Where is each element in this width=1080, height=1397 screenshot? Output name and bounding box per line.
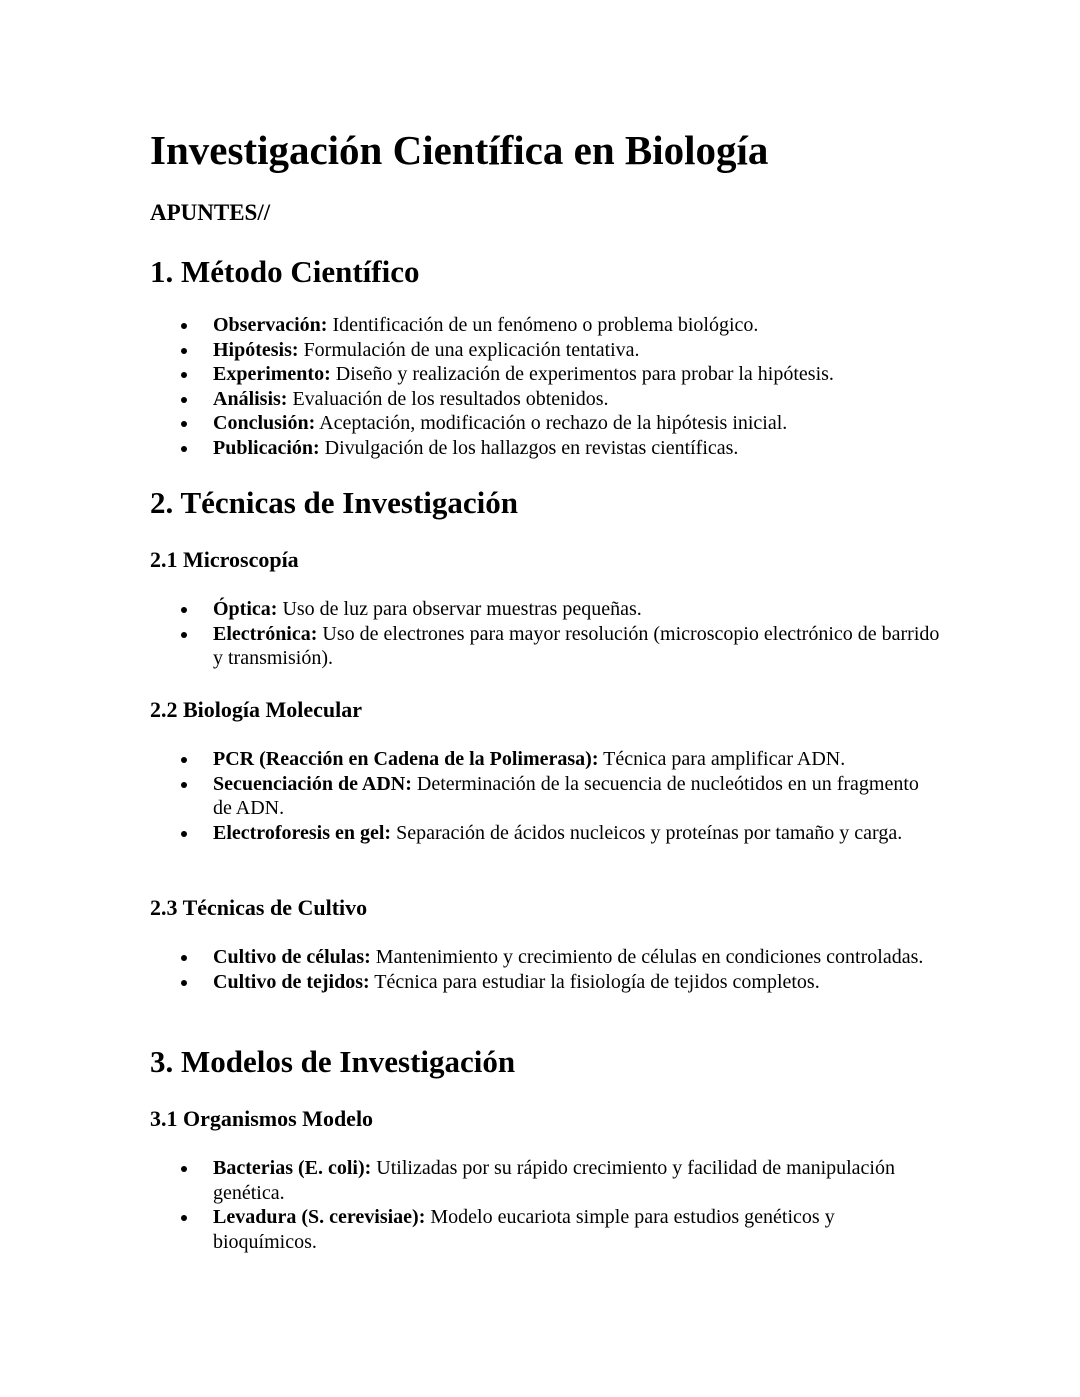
list-item — [150, 945, 940, 970]
item-text: Evaluación de los resultados obtenidos. — [287, 387, 609, 410]
bullet-icon — [181, 397, 187, 403]
item-term: Cultivo de tejidos: — [213, 970, 370, 993]
bullet-icon — [181, 632, 187, 638]
biologia-molecular-list — [150, 747, 940, 845]
item-text: Uso de luz para observar muestras pequeñas. — [277, 598, 642, 620]
tecnicas-cultivo-list — [150, 945, 940, 994]
list-item — [150, 747, 940, 772]
item-text: Aceptación, modificación o rechazo de la hipótesis inicial. — [315, 412, 788, 434]
item-text: Mantenimiento y crecimiento de células en condiciones controladas. — [370, 946, 924, 968]
bullet-icon — [181, 1215, 187, 1221]
subsection-heading-tecnicas-cultivo: 2.3 Técnicas de Cultivo — [150, 895, 368, 920]
bullet-icon — [181, 955, 187, 961]
item-text: Utilizadas por su rápido crecimiento y facilidad de manipulación genética. — [213, 1157, 895, 1204]
list-item — [150, 622, 940, 671]
list-item — [150, 362, 940, 387]
item-text: Formulación de una explicación tentativa. — [298, 338, 640, 361]
item-term: Análisis: — [213, 387, 288, 410]
subsection-heading-biologia-molecular: 2.2 Biología Molecular — [150, 697, 363, 722]
item-term: Conclusión: — [213, 412, 316, 434]
item-text: Modelo eucariota simple para estudios genéticos y bioquímicos. — [213, 1206, 835, 1253]
item-term: Publicación: — [213, 436, 320, 459]
item-term: Levadura (S. cerevisiae): — [213, 1206, 426, 1228]
item-text: Técnica para amplificar ADN. — [598, 748, 846, 770]
section-heading-tecnicas-investigacion: 2. Técnicas de Investigación — [150, 485, 518, 520]
bullet-icon — [181, 348, 187, 354]
bullet-icon — [181, 323, 187, 329]
document-title: Investigación Científica en Biología — [150, 127, 769, 173]
list-item — [150, 821, 940, 846]
item-term: Cultivo de células: — [213, 946, 371, 968]
subsection-heading-organismos-modelo: 3.1 Organismos Modelo — [150, 1106, 374, 1131]
item-term: Óptica: — [213, 598, 278, 620]
item-text: Separación de ácidos nucleicos y proteínas por tamaño y carga. — [391, 821, 903, 844]
item-term: Hipótesis: — [213, 338, 299, 361]
item-term: PCR (Reacción en Cadena de la Polimerasa): — [213, 748, 599, 770]
item-text: Diseño y realización de experimentos para probar la hipótesis. — [330, 363, 834, 385]
item-term: Secuenciación de ADN: — [213, 772, 412, 795]
list-item — [150, 313, 940, 338]
item-term: Bacterias (E. coli): — [213, 1157, 372, 1179]
item-text: Uso de electrones para mayor resolución (microscopio electrónico de barrido y transmisión). — [213, 622, 940, 669]
organismos-modelo-list — [150, 1156, 940, 1254]
bullet-icon — [181, 421, 187, 427]
list-item — [150, 411, 940, 436]
bullet-icon — [181, 831, 187, 837]
bullet-icon — [181, 446, 187, 452]
item-text: Identificación de un fenómeno o problema biológico. — [327, 314, 759, 336]
bullet-icon — [181, 607, 187, 613]
subsection-heading-microscopia: 2.1 Microscopía — [150, 547, 299, 572]
item-term: Experimento: — [213, 363, 331, 385]
list-item — [150, 597, 940, 622]
section-heading-metodo-cientifico: 1. Método Científico — [150, 254, 420, 289]
document-subtitle: APUNTES// — [150, 200, 271, 225]
bullet-icon — [181, 782, 187, 788]
microscopia-list — [150, 597, 940, 671]
section-heading-modelos-investigacion: 3. Modelos de Investigación — [150, 1044, 516, 1079]
item-term: Electroforesis en gel: — [213, 821, 392, 844]
list-item — [150, 338, 940, 363]
list-item — [150, 387, 940, 412]
item-text: Técnica para estudiar la fisiología de tejidos completos. — [369, 970, 820, 993]
bullet-icon — [181, 757, 187, 763]
list-item — [150, 436, 940, 461]
metodo-cientifico-list — [150, 313, 940, 460]
item-text: Divulgación de los hallazgos en revistas científicas. — [319, 436, 739, 459]
item-text: Determinación de la secuencia de nucleótidos en un fragmento de ADN. — [213, 772, 919, 819]
item-term: Observación: — [213, 314, 328, 336]
list-item — [150, 1156, 940, 1205]
item-term: Electrónica: — [213, 622, 318, 645]
bullet-icon — [181, 1166, 187, 1172]
bullet-icon — [181, 980, 187, 986]
list-item — [150, 772, 940, 821]
bullet-icon — [181, 372, 187, 378]
list-item — [150, 970, 940, 995]
list-item — [150, 1205, 940, 1254]
